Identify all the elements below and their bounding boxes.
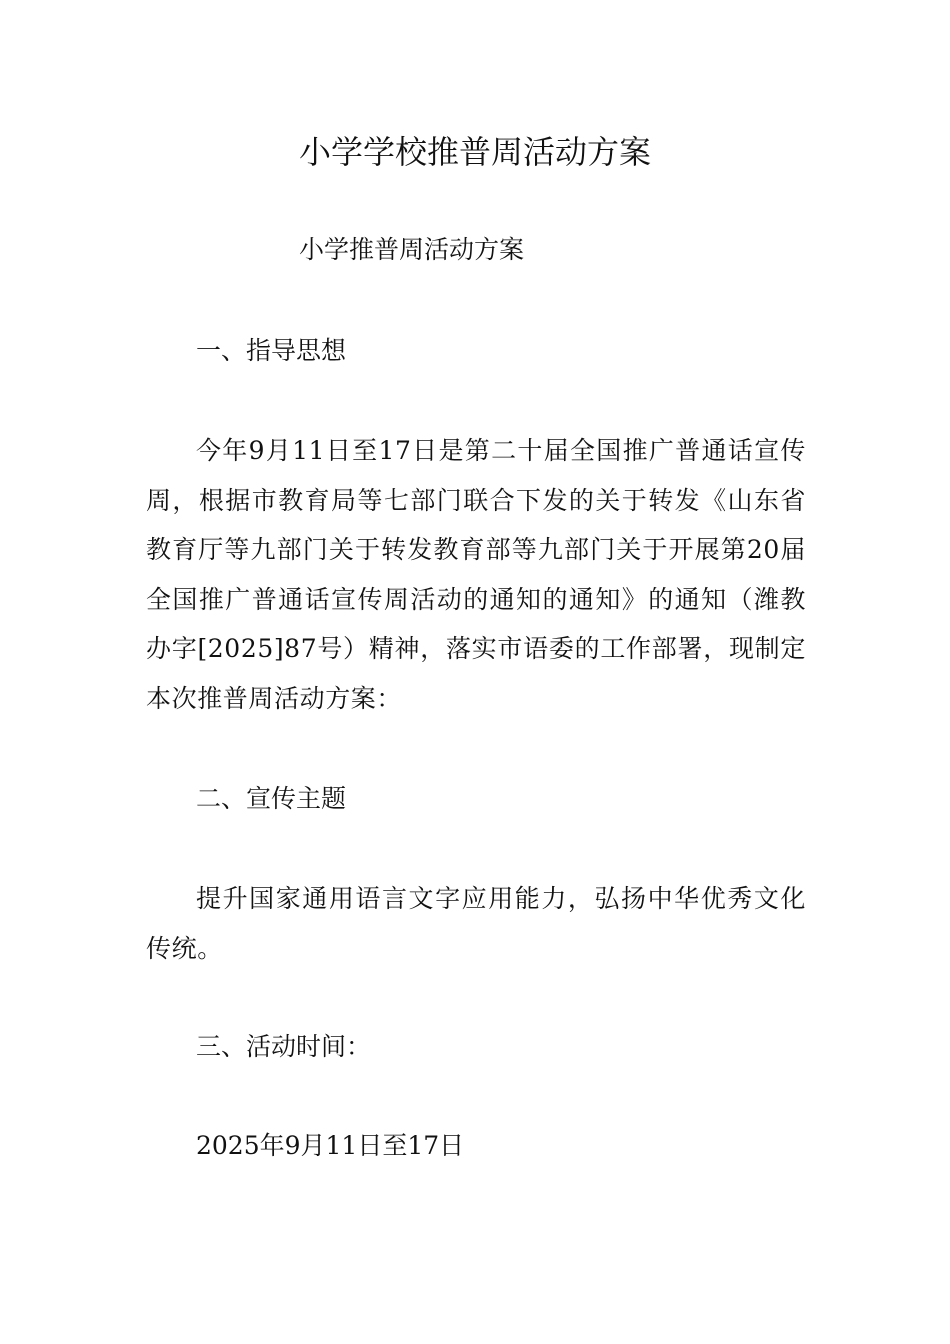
section-heading-guiding-ideology: 一、指导思想 [196, 336, 347, 365]
section-body-theme: 提升国家通用语言文字应用能力，弘扬中华优秀文化传统。 [146, 884, 806, 963]
section-heading-activity-time: 三、活动时间： [196, 1032, 372, 1061]
document-title: 小学学校推普周活动方案 [298, 133, 651, 171]
document-subtitle: 小学推普周活动方案 [299, 235, 525, 264]
section-body-guiding-ideology: 今年9月11日至17日是第二十届全国推广普通话宣传周，根据市教育局等七部门联合下发的关于转发《山东省教育厅等九部门关于转发教育部等九部门关于开展第20届全国推广普通话宣传周活动的通知的通知》的通知（潍教办字[2025]87号）精神，落实市语委的工作部署，现制定本次推普周活动方案： [146, 436, 806, 713]
section-body-activity-time: 2025年9月11日至17日 [196, 1131, 465, 1160]
section-heading-theme: 二、宣传主题 [196, 784, 347, 813]
